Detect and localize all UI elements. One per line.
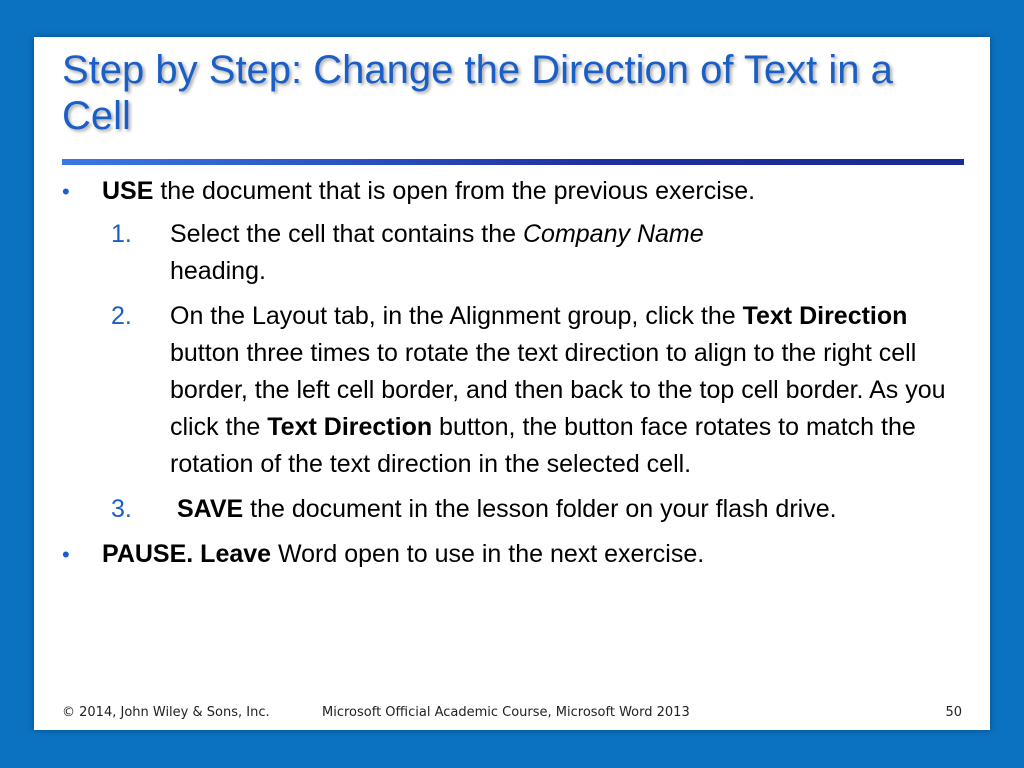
- step-item: [62, 216, 962, 290]
- bullet-icon: •: [62, 542, 70, 567]
- step-bold: Text Direction: [742, 302, 908, 330]
- bullet-icon: •: [62, 179, 70, 204]
- step-text: Select the cell that contains the: [170, 220, 523, 248]
- step-number: 1.: [111, 220, 132, 248]
- bullet-item: [62, 173, 962, 210]
- footer-course: Microsoft Official Academic Course, Microsoft Word 2013: [322, 705, 690, 720]
- bullet-bold: PAUSE. Leave: [102, 540, 272, 568]
- step-number: 3.: [111, 495, 132, 523]
- page-number: 50: [945, 705, 962, 720]
- slide-content: [62, 173, 962, 579]
- title-divider: [62, 159, 964, 165]
- bullet-text: the document that is open from the previous exercise.: [153, 177, 756, 205]
- step-number: 2.: [111, 302, 132, 330]
- step-text: button, the button face rotates to match the rotation of the text direction in the selected cell.: [170, 413, 916, 478]
- step-bold: Text Direction: [267, 413, 433, 441]
- footer-copyright: © 2014, John Wiley & Sons, Inc.: [62, 705, 270, 720]
- bullet-item: [62, 536, 962, 573]
- step-text: button three times to rotate the text direction to align to the right cell border, the left cell border, and then back to the top cell border. As you click the: [170, 339, 946, 441]
- step-text: heading.: [170, 257, 266, 285]
- slide-title: Step by Step: Change the Direction of Text in a Cell: [62, 48, 893, 138]
- bullet-bold: USE: [102, 177, 154, 205]
- step-text: On the Layout tab, in the Alignment group, click the: [170, 302, 743, 330]
- step-item: [62, 491, 962, 528]
- step-text: the document in the lesson folder on your flash drive.: [243, 495, 837, 523]
- step-bold: SAVE: [170, 495, 244, 523]
- step-italic: Company Name: [523, 220, 704, 248]
- slide: [34, 37, 990, 730]
- step-item: [62, 298, 962, 483]
- bullet-text: Word open to use in the next exercise.: [271, 540, 705, 568]
